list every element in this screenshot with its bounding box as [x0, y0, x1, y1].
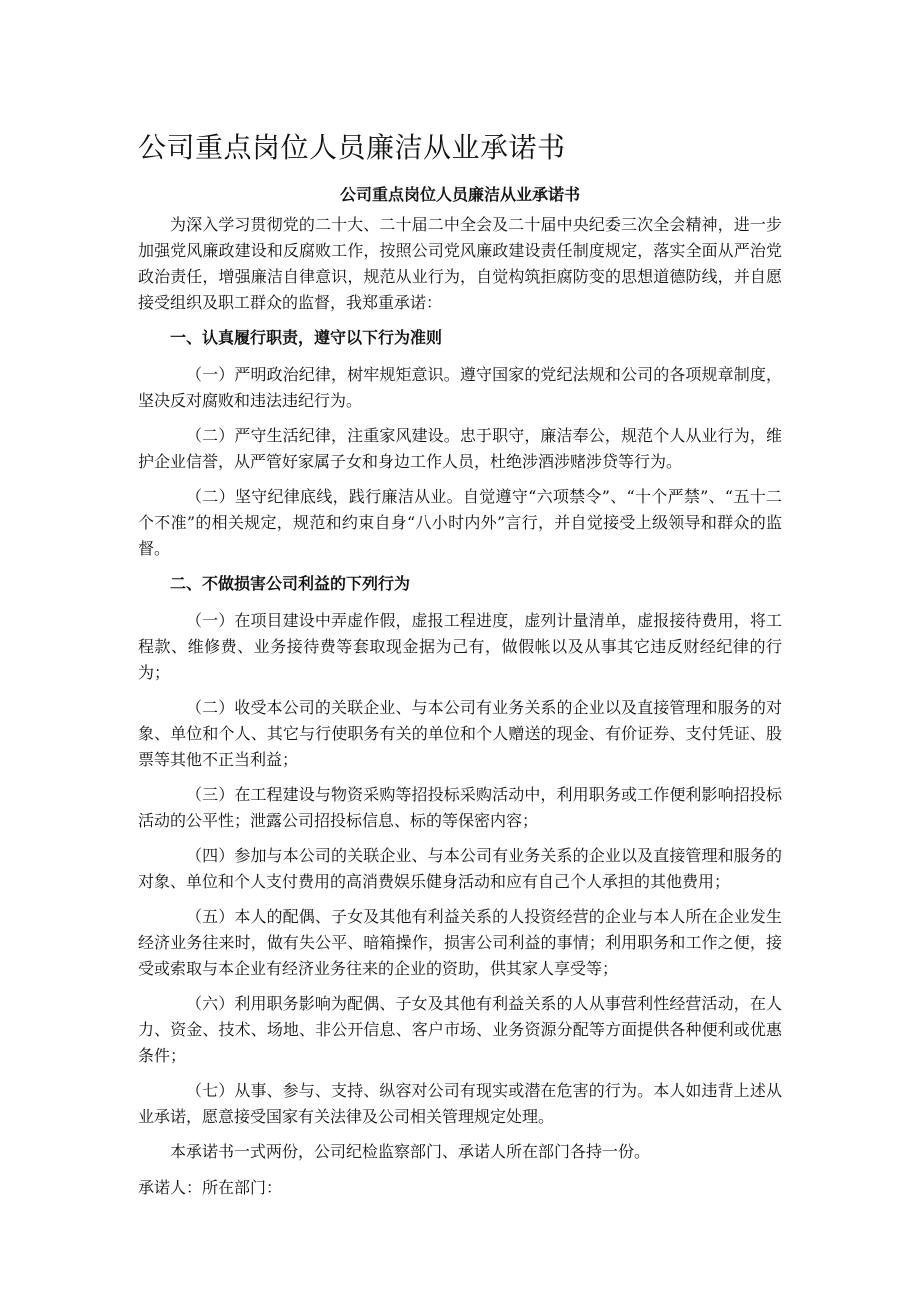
section-1-item-2: （二）严守生活纪律，注重家风建设。忠于职守，廉洁奉公，规范个人从业行为，维护企业信誉，从严管好家属子女和身边工作人员，杜绝涉酒涉赌涉贷等行为。: [138, 426, 782, 471]
section-1-item-1: （一）严明政治纪律，树牢规矩意识。遵守国家的党纪法规和公司的各项规章制度，坚决反对腐败和违法违纪行为。: [138, 365, 782, 410]
section-2-item-4: （四）参加与本公司的关联企业、与本公司有业务关系的企业以及直接管理和服务的对象、单位和个人支付费用的高消费娱乐健身活动和应有自己个人承担的其他费用；: [138, 846, 782, 891]
section-1-heading: 一、认真履行职责，遵守以下行为准则: [170, 328, 443, 347]
section-2-heading: 二、不做损害公司利益的下列行为: [170, 574, 411, 593]
section-2-item-3: （三）在工程建设与物资采购等招投标采购活动中，利用职务或工作便利影响招投标活动的公平性；泄露公司招投标信息、标的等保密内容；: [138, 785, 782, 830]
section-2-item-7: （七）从事、参与、支持、纵容对公司有现实或潜在危害的行为。本人如违背上述从业承诺，愿意接受国家有关法律及公司相关管理规定处理。: [138, 1081, 782, 1126]
section-1-item-3: （二）坚守纪律底线，践行廉洁从业。自觉遵守“六项禁令”、“十个严禁”、“五十二个不准”的相关规定，规范和约束自身“八小时内外”言行，并自觉接受上级领导和群众的监督。: [138, 487, 782, 558]
intro-paragraph: 为深入学习贯彻党的二十大、二十届二中全会及二十届中央纪委三次全会精神，进一步加强党风廉政建设和反腐败工作，按照公司党风廉政建设责任制度规定，落实全面从严治党政治责任，增强廉洁自律意识，规范从业行为，自觉构筑拒腐防变的思想道德防线，并自愿接受组织及职工群众的监督，我郑重承诺：: [138, 215, 782, 312]
section-2-item-6: （六）利用职务影响为配偶、子女及其他有利益关系的人从事营利性经营活动，在人力、资金、技术、场地、非公开信息、客户市场、业务资源分配等方面提供各种便利或优惠条件；: [138, 994, 782, 1065]
document-main-title: 公司重点岗位人员廉洁从业承诺书: [138, 131, 566, 164]
section-2-item-5: （五）本人的配偶、子女及其他有利益关系的人投资经营的企业与本人所在企业发生经济业务往来时，做有失公平、暗箱操作，损害公司利益的事情；利用职务和工作之便，接受或索取与本企业有经济业务往来的企业的资助，供其家人享受等；: [138, 907, 782, 978]
document-sub-title: 公司重点岗位人员廉洁从业承诺书: [339, 185, 580, 204]
closing-paragraph: 本承诺书一式两份，公司纪检监察部门、承诺人所在部门各持一份。: [170, 1142, 651, 1161]
signer-line: 承诺人：所在部门：: [138, 1178, 283, 1197]
section-2-item-1: （一）在项目建设中弄虚作假，虚报工程进度，虚列计量清单，虚报接待费用，将工程款、维修费、业务接待费等套取现金据为己有，做假帐以及从事其它违反财经纪律的行为；: [138, 611, 782, 682]
section-2-item-2: （二）收受本公司的关联企业、与本公司有业务关系的企业以及直接管理和服务的对象、单位和个人、其它与行使职务有关的单位和个人赠送的现金、有价证券、支付凭证、股票等其他不正当利益；: [138, 698, 782, 769]
